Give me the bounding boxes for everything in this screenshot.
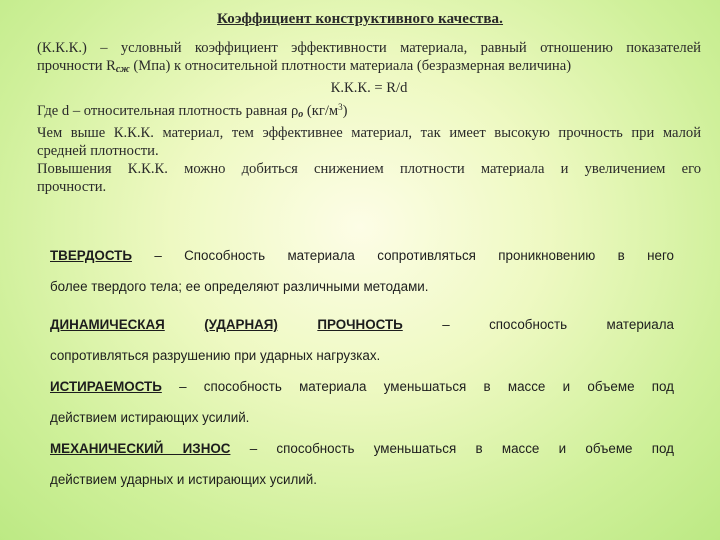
property-line bbox=[50, 309, 674, 340]
slide-title: Коэффициент конструктивного качества. bbox=[216, 11, 504, 27]
material-properties-list bbox=[50, 240, 674, 495]
property-description: – способность материала уменьшаться в массе и объеме под bbox=[161, 379, 674, 394]
definition-line-2-end: (Мпа) к относительной плотности материала (безразмерная величина) bbox=[129, 58, 572, 75]
kkk-definition-block bbox=[37, 39, 701, 197]
property-term-word: ДИНАМИЧЕСКАЯ bbox=[50, 317, 165, 332]
rho-symbol: ρ bbox=[290, 102, 299, 119]
density-text-start: Где d – относительная плотность равная bbox=[37, 102, 291, 119]
property-impact-strength bbox=[50, 309, 674, 371]
property-line: сопротивляться разрушению при ударных нагрузках. bbox=[50, 348, 381, 363]
property-term-word: ПРОЧНОСТЬ bbox=[317, 317, 403, 332]
property-line bbox=[50, 240, 674, 271]
definition-line-5: Чем выше К.К.К. материал, тем эффективнее материал, так имеет высокую прочность при малой bbox=[37, 124, 701, 141]
property-mechanical-wear bbox=[50, 433, 674, 495]
definition-line-7: Повышения К.К.К. можно добиться снижением плотности материала и увеличением его bbox=[37, 161, 701, 178]
property-term: ИСТИРАЕМОСТЬ bbox=[50, 379, 162, 394]
definition-line-6: средней плотности. bbox=[37, 143, 159, 160]
definition-line-2-start: прочности R bbox=[37, 58, 116, 75]
property-term: ТВЕРДОСТЬ bbox=[50, 248, 132, 263]
property-line: действием ударных и истирающих усилий. bbox=[50, 472, 317, 487]
density-unit-start: (кг/м bbox=[303, 102, 339, 119]
property-line bbox=[50, 433, 674, 464]
definition-line-2 bbox=[37, 57, 701, 79]
property-description: – Способность материала сопротивляться проникновению в него bbox=[131, 248, 674, 263]
property-description: – способность уменьшаться в массе и объеме под bbox=[230, 441, 674, 456]
property-term: МЕХАНИЧЕСКИЙ ИЗНОС bbox=[50, 441, 231, 456]
property-line bbox=[50, 371, 674, 402]
definition-line-4 bbox=[37, 98, 701, 124]
property-line: действием истирающих усилий. bbox=[50, 410, 250, 425]
density-unit-end: ) bbox=[342, 102, 348, 119]
property-line: более твердого тела; ее определяют различными методами. bbox=[50, 279, 429, 294]
property-term-word: (УДАРНАЯ) bbox=[204, 317, 278, 332]
property-abrasion bbox=[50, 371, 674, 433]
definition-line-8: прочности. bbox=[37, 179, 107, 196]
density-unit-superscript: 3 bbox=[338, 101, 343, 112]
kkk-formula: К.К.К. = R/d bbox=[330, 80, 408, 97]
property-description-word: – bbox=[442, 317, 450, 332]
property-description-word: способность bbox=[489, 317, 568, 332]
property-description-word: материала bbox=[606, 317, 674, 332]
definition-line-1: (К.К.К.) – условный коэффициент эффективности материала, равный отношению показателей bbox=[37, 40, 701, 56]
rho-subscript: o bbox=[298, 108, 304, 120]
property-hardness bbox=[50, 240, 674, 302]
strength-subscript: сж bbox=[115, 64, 130, 76]
